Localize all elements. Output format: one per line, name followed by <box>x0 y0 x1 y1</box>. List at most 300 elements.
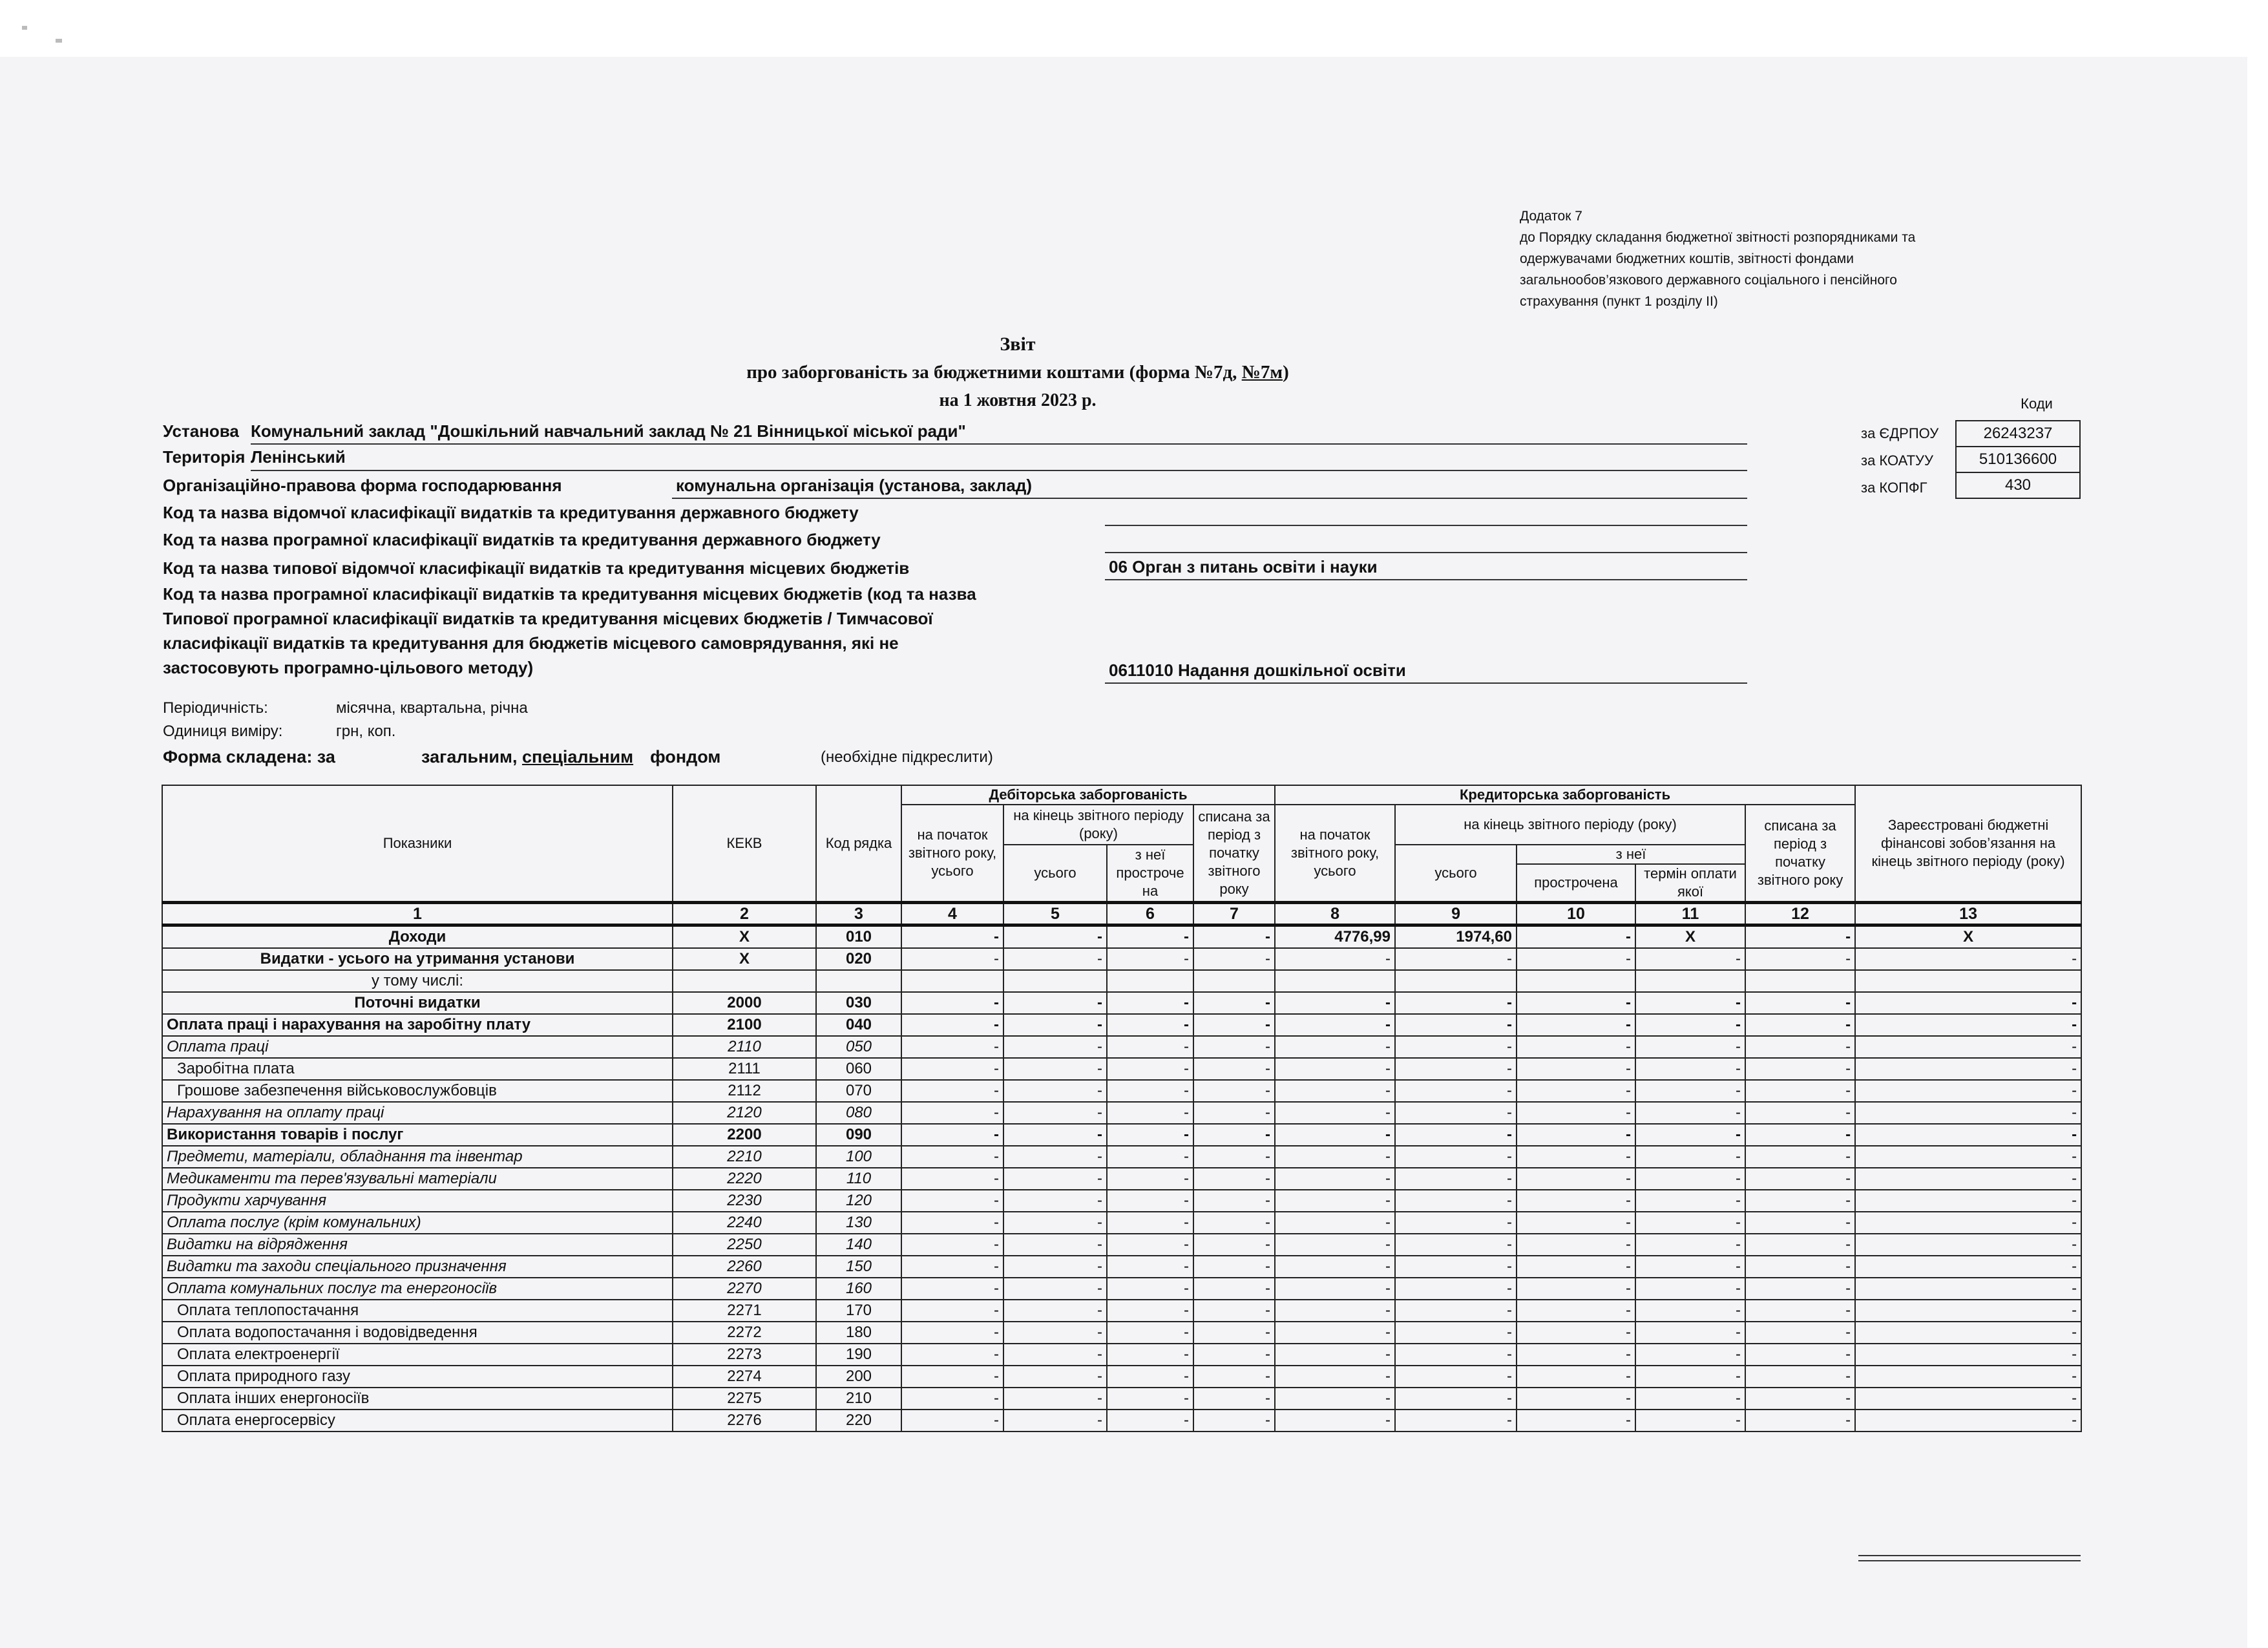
row-value: - <box>1517 1410 1635 1431</box>
column-number: 9 <box>1395 903 1517 925</box>
row-value: - <box>1855 1256 2081 1278</box>
row-value: - <box>1855 1058 2081 1080</box>
unit-label: Одиниця виміру: <box>163 723 283 740</box>
row-value: - <box>1193 1036 1275 1058</box>
row-value: - <box>1395 1278 1517 1300</box>
row-value: - <box>1395 1366 1517 1388</box>
row-name: Оплата комунальних послуг та енергоносіїв <box>162 1278 673 1300</box>
row-kekv: 2274 <box>673 1366 816 1388</box>
territory-label: Територія <box>163 447 246 467</box>
row-value: - <box>1003 1036 1107 1058</box>
table-row <box>162 1366 2081 1388</box>
row-code: 080 <box>816 1102 901 1124</box>
row-value: - <box>1745 1058 1855 1080</box>
report-title: Звіт <box>1000 333 1036 355</box>
row-value: - <box>901 1234 1003 1256</box>
row-value: - <box>1745 1168 1855 1190</box>
row-name: Предмети, матеріали, обладнання та інвентар <box>162 1146 673 1168</box>
row-value <box>1517 970 1635 992</box>
row-value: - <box>1745 1344 1855 1366</box>
program-class-label-4: застосовують програмно-цільового методу) <box>163 658 534 677</box>
row-value: - <box>1275 948 1395 970</box>
row-value: - <box>1003 992 1107 1014</box>
row-value: - <box>901 1344 1003 1366</box>
column-number: 7 <box>1193 903 1275 925</box>
row-value: - <box>1107 1278 1193 1300</box>
debt-report-table <box>162 785 2082 1432</box>
row-code: 150 <box>816 1256 901 1278</box>
legal-form-underline <box>672 498 1747 499</box>
row-value: - <box>1107 1212 1193 1234</box>
fund-selection <box>421 747 720 767</box>
annex-line: до Порядку складання бюджетної звітності розпорядниками та <box>1520 230 1916 245</box>
row-value: - <box>1855 1080 2081 1102</box>
row-value: - <box>1517 1080 1635 1102</box>
row-value: - <box>1517 1322 1635 1344</box>
column-number: 8 <box>1275 903 1395 925</box>
row-kekv: 2260 <box>673 1256 816 1278</box>
row-value: - <box>1517 1036 1635 1058</box>
row-value: - <box>1003 1234 1107 1256</box>
row-value: - <box>901 1212 1003 1234</box>
row-value: - <box>1003 948 1107 970</box>
table-row <box>162 1124 2081 1146</box>
legal-form-label: Організаційно-правова форма господарювання <box>163 476 562 495</box>
table-row <box>162 1410 2081 1431</box>
row-value: - <box>1003 925 1107 949</box>
row-value: - <box>1745 948 1855 970</box>
row-value: - <box>1107 1058 1193 1080</box>
row-kekv: 2273 <box>673 1344 816 1366</box>
table-row <box>162 1102 2081 1124</box>
row-value: - <box>1517 1146 1635 1168</box>
row-value: - <box>1745 1300 1855 1322</box>
row-value: - <box>1517 1058 1635 1080</box>
column-number: 10 <box>1517 903 1635 925</box>
row-value <box>1855 970 2081 992</box>
row-value: - <box>1003 1168 1107 1190</box>
row-value: - <box>901 992 1003 1014</box>
row-code: 100 <box>816 1146 901 1168</box>
row-value: - <box>1635 1080 1745 1102</box>
table-row <box>162 948 2081 970</box>
row-value: - <box>1193 925 1275 949</box>
row-value: - <box>1193 1124 1275 1146</box>
program-class-label-1: Код та назва програмної класифікації видатків та кредитування місцевих бюджетів (код та назва <box>163 584 976 604</box>
row-value: - <box>1635 1256 1745 1278</box>
row-value: - <box>1855 1168 2081 1190</box>
row-value: - <box>1635 1058 1745 1080</box>
column-number: 13 <box>1855 903 2081 925</box>
row-value: - <box>1635 1300 1745 1322</box>
row-kekv: 2275 <box>673 1388 816 1410</box>
row-value: - <box>1193 948 1275 970</box>
row-value: - <box>1193 1234 1275 1256</box>
row-value: - <box>1275 992 1395 1014</box>
col-r-written: списана за період з початку звітного року <box>1193 805 1275 903</box>
row-value: - <box>1107 1256 1193 1278</box>
row-value: - <box>1193 1388 1275 1410</box>
institution-underline <box>251 443 1747 445</box>
row-value: - <box>1275 1102 1395 1124</box>
row-value: - <box>1395 1102 1517 1124</box>
row-value: - <box>1855 1300 2081 1322</box>
row-value: - <box>1395 948 1517 970</box>
table-row <box>162 925 2081 949</box>
row-value: - <box>1855 1388 2081 1410</box>
row-value: - <box>1745 1102 1855 1124</box>
row-name: Поточні видатки <box>162 992 673 1014</box>
row-value: - <box>1275 1014 1395 1036</box>
col-p-term: термін оплати якої <box>1635 864 1745 903</box>
kopfg-label: за КОПФГ <box>1861 480 1927 496</box>
column-number: 4 <box>901 903 1003 925</box>
col-indicators: Показники <box>162 785 673 903</box>
row-value: - <box>901 1168 1003 1190</box>
row-code: 180 <box>816 1322 901 1344</box>
row-value: - <box>1635 1212 1745 1234</box>
edrpou-label: за ЄДРПОУ <box>1861 425 1939 441</box>
row-value: - <box>1275 1278 1395 1300</box>
row-code: 020 <box>816 948 901 970</box>
row-value <box>1193 970 1275 992</box>
table-row <box>162 1058 2081 1080</box>
prog-class-label: Код та назва програмної класифікації видатків та кредитування державного бюджету <box>163 530 881 549</box>
row-code: 060 <box>816 1058 901 1080</box>
program-class-value: 0611010 Надання дошкільної освіти <box>1109 660 1406 680</box>
row-value: 1974,60 <box>1395 925 1517 949</box>
row-value: - <box>1395 1124 1517 1146</box>
row-value: - <box>1395 1146 1517 1168</box>
row-value: - <box>1003 1146 1107 1168</box>
row-value: - <box>1107 1124 1193 1146</box>
row-value: - <box>1517 1300 1635 1322</box>
row-value: - <box>1635 1102 1745 1124</box>
row-value: - <box>1395 1322 1517 1344</box>
row-value: - <box>1107 1036 1193 1058</box>
col-p-overdue: прострочена <box>1517 864 1635 903</box>
row-name: Продукти харчування <box>162 1190 673 1212</box>
kopfg-code: 430 <box>1956 472 2080 498</box>
row-value: - <box>1745 925 1855 949</box>
row-value: - <box>1635 948 1745 970</box>
col-kekv: КЕКВ <box>673 785 816 903</box>
row-value: - <box>1635 1036 1745 1058</box>
row-value: - <box>1745 1146 1855 1168</box>
row-value: Х <box>1855 925 2081 949</box>
program-class-label-2: Типової програмної класифікації видатків та кредитування місцевих бюджетів / Тимчасової <box>163 609 933 628</box>
row-value: - <box>1193 1058 1275 1080</box>
form-note: (необхідне підкреслити) <box>821 748 993 766</box>
row-kekv: 2100 <box>673 1014 816 1036</box>
row-value: - <box>1193 1300 1275 1322</box>
table-row <box>162 1278 2081 1300</box>
row-value: - <box>1745 1388 1855 1410</box>
row-value: - <box>1517 1212 1635 1234</box>
row-value: - <box>901 1410 1003 1431</box>
row-value: - <box>1855 1124 2081 1146</box>
row-value: - <box>1003 1322 1107 1344</box>
col-r-overdue: з неї простроче на <box>1107 845 1193 903</box>
row-code: 210 <box>816 1388 901 1410</box>
row-value: - <box>1395 1212 1517 1234</box>
row-value: - <box>1107 1366 1193 1388</box>
typical-class-value: 06 Орган з питань освіти і науки <box>1109 557 1378 576</box>
row-value: - <box>1107 1388 1193 1410</box>
typical-class-label: Код та назва типової відомчої класифікації видатків та кредитування місцевих бюджетів <box>163 558 910 578</box>
report-subtitle <box>549 362 1486 383</box>
row-value: - <box>1003 1278 1107 1300</box>
dept-class-underline <box>1105 525 1747 526</box>
row-code: 110 <box>816 1168 901 1190</box>
territory-value: Ленінський <box>251 447 351 467</box>
row-value <box>1107 970 1193 992</box>
row-value: - <box>1517 992 1635 1014</box>
row-value: - <box>1193 992 1275 1014</box>
annex-note <box>1520 206 2050 312</box>
fund-word: фондом <box>650 747 721 766</box>
row-value: - <box>1107 1014 1193 1036</box>
row-value: - <box>1517 1102 1635 1124</box>
row-code <box>816 970 901 992</box>
col-r-total: усього <box>1003 845 1107 903</box>
row-value: - <box>901 1058 1003 1080</box>
row-value: - <box>1745 1036 1855 1058</box>
table-row <box>162 1036 2081 1058</box>
row-value: - <box>1517 1256 1635 1278</box>
row-code: 140 <box>816 1234 901 1256</box>
dept-class-label: Код та назва відомчої класифікації видатків та кредитування державного бюджету <box>163 503 859 522</box>
row-value: - <box>1855 1212 2081 1234</box>
row-code: 200 <box>816 1366 901 1388</box>
row-kekv: 2272 <box>673 1322 816 1344</box>
column-number: 11 <box>1635 903 1745 925</box>
row-value: - <box>1107 1102 1193 1124</box>
row-value: - <box>1517 1366 1635 1388</box>
typical-class-underline <box>1105 579 1747 580</box>
territory-underline <box>251 470 1747 471</box>
row-value: - <box>901 1256 1003 1278</box>
row-value: - <box>901 1278 1003 1300</box>
row-value: - <box>901 1190 1003 1212</box>
row-value: - <box>1193 1190 1275 1212</box>
row-value: - <box>1003 1102 1107 1124</box>
row-value: - <box>1855 1366 2081 1388</box>
row-name: Оплата інших енергоносіїв <box>162 1388 673 1410</box>
row-value: - <box>1107 1168 1193 1190</box>
row-value <box>1395 970 1517 992</box>
row-value: - <box>1635 992 1745 1014</box>
row-value: 4776,99 <box>1275 925 1395 949</box>
row-value <box>1745 970 1855 992</box>
row-value: - <box>1635 1278 1745 1300</box>
row-value: - <box>1003 1014 1107 1036</box>
col-row-code: Код рядка <box>816 785 901 903</box>
row-value: - <box>1395 1014 1517 1036</box>
row-value: - <box>1003 1058 1107 1080</box>
col-p-end: на кінець звітного періоду (року) <box>1395 805 1745 845</box>
table-row <box>162 1322 2081 1344</box>
prog-class-underline <box>1105 552 1747 553</box>
row-value: - <box>901 1366 1003 1388</box>
row-code: 160 <box>816 1278 901 1300</box>
row-kekv: 2000 <box>673 992 816 1014</box>
row-value: - <box>1395 1256 1517 1278</box>
row-value: - <box>1193 1366 1275 1388</box>
edrpou-code: 26243237 <box>1956 421 2080 447</box>
row-name: Видатки - усього на утримання установи <box>162 948 673 970</box>
row-value: - <box>1635 1388 1745 1410</box>
row-value: - <box>1275 1168 1395 1190</box>
row-value: - <box>1107 925 1193 949</box>
row-value: - <box>901 1146 1003 1168</box>
row-kekv: 2240 <box>673 1212 816 1234</box>
row-value: - <box>1193 1278 1275 1300</box>
row-name: Нарахування на оплату праці <box>162 1102 673 1124</box>
row-kekv: 2120 <box>673 1102 816 1124</box>
row-value: - <box>1855 1410 2081 1431</box>
row-value: - <box>1855 1278 2081 1300</box>
row-value: - <box>1275 1212 1395 1234</box>
row-value <box>901 970 1003 992</box>
row-value: - <box>1107 1344 1193 1366</box>
row-value: - <box>1517 1278 1635 1300</box>
row-value: - <box>1855 1344 2081 1366</box>
row-value: - <box>1275 1146 1395 1168</box>
row-value: - <box>901 1388 1003 1410</box>
row-value: - <box>1275 1058 1395 1080</box>
row-value: - <box>1275 1366 1395 1388</box>
row-value: - <box>1107 1190 1193 1212</box>
row-value: - <box>1745 1124 1855 1146</box>
subtitle-close: ) <box>1283 362 1289 383</box>
scan-right-edge <box>2247 0 2268 1648</box>
row-code: 170 <box>816 1300 901 1322</box>
row-value: - <box>1635 1146 1745 1168</box>
table-row <box>162 1234 2081 1256</box>
row-value: - <box>1395 1058 1517 1080</box>
row-value: - <box>1395 1080 1517 1102</box>
row-value: - <box>1517 948 1635 970</box>
row-value: - <box>1003 1388 1107 1410</box>
scan-top-edge <box>0 0 2268 57</box>
row-value: - <box>1517 1388 1635 1410</box>
row-kekv: Х <box>673 948 816 970</box>
row-value: - <box>901 1102 1003 1124</box>
row-kekv: 2111 <box>673 1058 816 1080</box>
table-row <box>162 1190 2081 1212</box>
row-kekv: 2210 <box>673 1146 816 1168</box>
row-value: - <box>1275 1190 1395 1212</box>
table-row <box>162 970 2081 992</box>
row-value: - <box>1395 1300 1517 1322</box>
row-value: - <box>1745 1322 1855 1344</box>
row-value: - <box>1193 1014 1275 1036</box>
row-code: 030 <box>816 992 901 1014</box>
col-p-written: списана за період з початку звітного року <box>1745 805 1855 903</box>
row-code: 190 <box>816 1344 901 1366</box>
row-value: - <box>1855 1036 2081 1058</box>
row-value: - <box>1635 1014 1745 1036</box>
col-r-end: на кінець звітного періоду (року) <box>1003 805 1193 845</box>
row-value: - <box>1855 1102 2081 1124</box>
payables-group: Кредиторська заборгованість <box>1275 785 1855 805</box>
row-value: - <box>1275 1322 1395 1344</box>
institution-label: Установа <box>163 421 239 441</box>
row-value: - <box>1193 1080 1275 1102</box>
row-value: - <box>1745 1366 1855 1388</box>
row-name: Оплата праці і нарахування на заробітну плату <box>162 1014 673 1036</box>
annex-line: Додаток 7 <box>1520 209 1582 224</box>
row-value: - <box>1745 1080 1855 1102</box>
row-value: - <box>1517 925 1635 949</box>
row-value: - <box>1107 1410 1193 1431</box>
row-name: Оплата праці <box>162 1036 673 1058</box>
row-name: Оплата теплопостачання <box>162 1300 673 1322</box>
form-compiled-label: Форма складена: за <box>163 747 335 766</box>
row-name: Доходи <box>162 925 673 949</box>
row-value: - <box>1107 1234 1193 1256</box>
column-numbers-row <box>162 903 2081 925</box>
row-value: - <box>1003 1212 1107 1234</box>
row-value: - <box>1395 1410 1517 1431</box>
row-value: - <box>1635 1168 1745 1190</box>
row-code: 050 <box>816 1036 901 1058</box>
row-code: 130 <box>816 1212 901 1234</box>
column-number: 2 <box>673 903 816 925</box>
koatuu-code: 510136600 <box>1956 447 2080 472</box>
table-row <box>162 1014 2081 1036</box>
row-value: - <box>1745 1190 1855 1212</box>
row-value: - <box>1635 1366 1745 1388</box>
row-kekv: 2271 <box>673 1300 816 1322</box>
column-number: 6 <box>1107 903 1193 925</box>
legal-form-value: комунальна організація (установа, заклад) <box>676 476 1033 495</box>
row-value: - <box>1395 992 1517 1014</box>
row-value: - <box>901 1300 1003 1322</box>
row-code: 090 <box>816 1124 901 1146</box>
koatuu-label: за КОАТУУ <box>1861 452 1933 469</box>
row-kekv: 2220 <box>673 1168 816 1190</box>
row-value: - <box>1395 1234 1517 1256</box>
row-value: - <box>1635 1410 1745 1431</box>
row-value: - <box>1193 1212 1275 1234</box>
row-kekv: 2250 <box>673 1234 816 1256</box>
row-value: - <box>1193 1256 1275 1278</box>
row-code: 220 <box>816 1410 901 1431</box>
row-name: у тому числі: <box>162 970 673 992</box>
row-value: - <box>1107 1322 1193 1344</box>
row-value: - <box>1395 1190 1517 1212</box>
row-name: Грошове забезпечення військовослужбовців <box>162 1080 673 1102</box>
row-value: - <box>1193 1146 1275 1168</box>
column-number: 3 <box>816 903 901 925</box>
row-kekv: 2110 <box>673 1036 816 1058</box>
row-name: Медикаменти та перев'язувальні матеріали <box>162 1168 673 1190</box>
row-value: - <box>1107 1146 1193 1168</box>
row-value: - <box>1855 948 2081 970</box>
row-value: - <box>1635 1124 1745 1146</box>
row-value: - <box>1107 948 1193 970</box>
row-value: - <box>1635 1234 1745 1256</box>
row-kekv <box>673 970 816 992</box>
row-value: - <box>1003 1344 1107 1366</box>
codes-heading: Коди <box>2021 396 2053 412</box>
row-code: 070 <box>816 1080 901 1102</box>
report-date: на 1 жовтня 2023 р. <box>939 390 1097 410</box>
row-value: - <box>1855 992 2081 1014</box>
row-value: - <box>1003 1410 1107 1431</box>
